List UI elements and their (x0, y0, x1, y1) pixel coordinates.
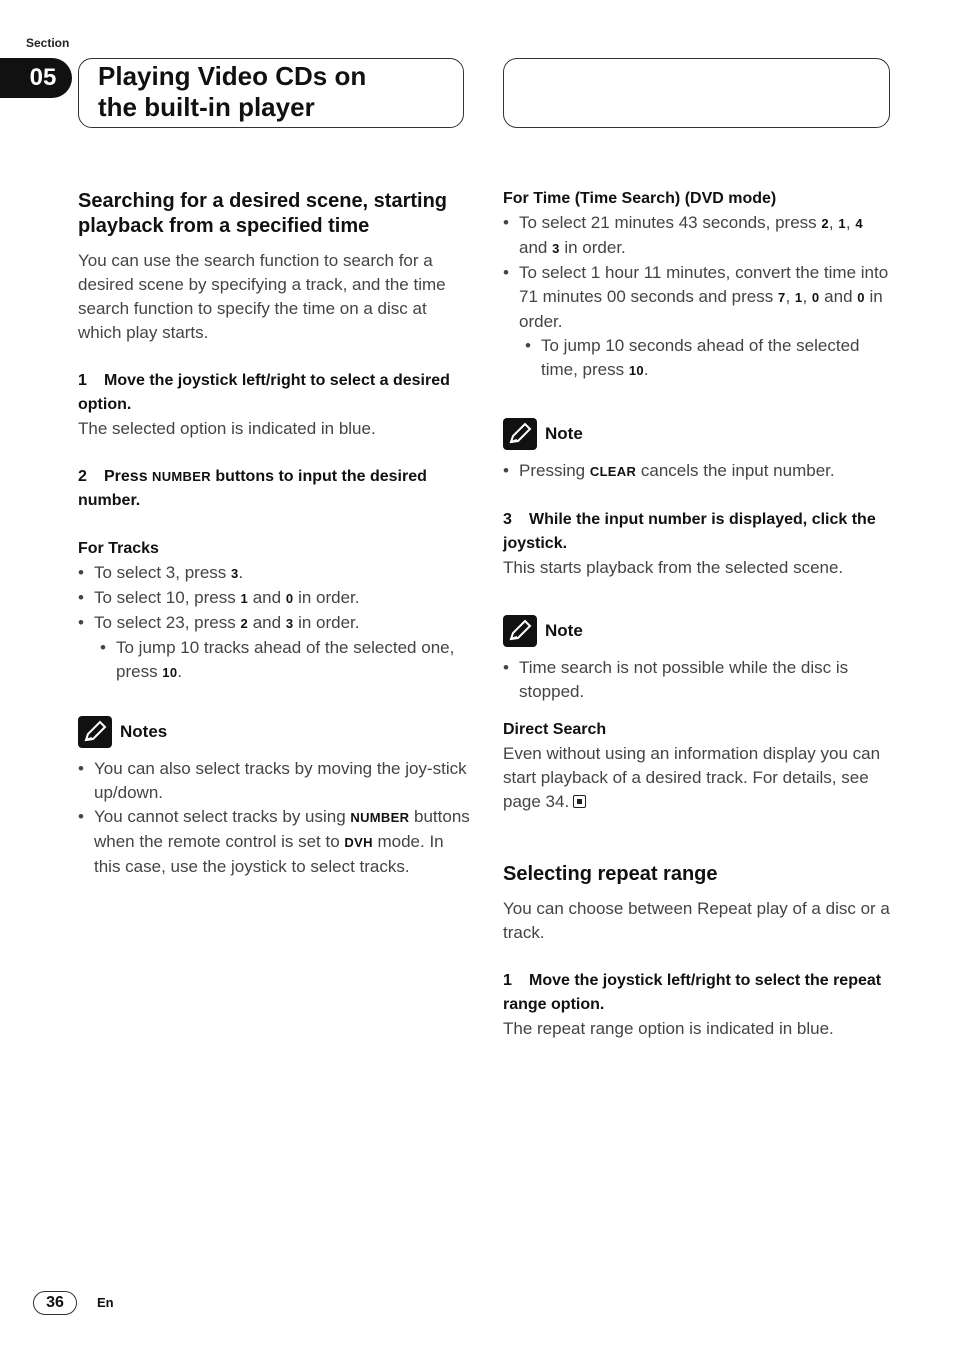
list-item: • To select 10, press 1 and 0 in order. (78, 586, 470, 611)
step-number: 2 (78, 468, 87, 485)
step-2 (78, 465, 470, 513)
right-column (503, 187, 895, 1041)
list-item: • You cannot select tracks by using NUMBER buttons when the remote control is set to DVH mode. In this case, use the joystick to select tracks. (78, 805, 470, 879)
note-title: Note (545, 424, 583, 443)
step-number: 1 (503, 972, 512, 989)
note-title: Note (545, 621, 583, 640)
repeat-step-1 (503, 969, 895, 1017)
repeat-heading: Selecting repeat range (503, 863, 718, 885)
for-time-subheading: For Time (Time Search) (DVD mode) (503, 190, 777, 207)
pencil-note-icon (503, 418, 537, 450)
list-item: • You can also select tracks by moving the joy-stick up/down. (78, 757, 470, 805)
step-1-description: The selected option is indicated in blue. (78, 419, 376, 438)
step-text: Press (104, 468, 153, 485)
note-list (503, 656, 895, 704)
list-item: • Pressing CLEAR cancels the input number. (503, 459, 895, 484)
note-list (503, 459, 895, 484)
list-item: • To select 3, press 3. (78, 561, 470, 586)
search-heading: Searching for a desired scene, starting playback from a specified time (78, 190, 448, 237)
for-tracks-subheading: For Tracks (78, 540, 159, 557)
search-intro: You can use the search function to search for a desired scene by specifying a track, and the time search function to specify the time on a disc at which play starts. (78, 251, 446, 342)
note-header (503, 417, 895, 451)
empty-title-box (503, 58, 890, 128)
section-number-badge: 05 (0, 58, 72, 98)
tracks-list (78, 561, 470, 685)
note-header (503, 614, 895, 648)
notes-header (78, 715, 470, 749)
chapter-title-box (78, 58, 464, 128)
notes-title: Notes (120, 722, 168, 741)
pencil-note-icon (78, 716, 112, 748)
step-text: buttons to input the desired number. (78, 468, 427, 509)
list-item: • To jump 10 seconds ahead of the selected time, press 10. (503, 334, 895, 383)
page-number: 36 (33, 1291, 77, 1315)
time-list (503, 211, 895, 383)
direct-search-subheading: Direct Search (503, 721, 607, 738)
step-number: 1 (78, 372, 87, 389)
chapter-title-line1: Playing Video CDs on (98, 61, 367, 91)
left-column (78, 189, 470, 879)
step-text: Move the joystick left/right to select the repeat range option. (503, 972, 882, 1013)
section-label: Section (26, 36, 70, 50)
list-item: • To jump 10 tracks ahead of the selected one, press 10. (78, 636, 470, 685)
pencil-note-icon (503, 615, 537, 647)
end-of-section-icon (573, 795, 586, 808)
notes-list (78, 757, 470, 879)
step-1 (78, 369, 470, 417)
list-item: • To select 1 hour 11 minutes, convert the time into 71 minutes 00 seconds and press 7, 1, 0 and 0 in order. (503, 261, 895, 334)
step-number: 3 (503, 511, 512, 528)
direct-search-text: Even without using an information display you can start playback of a desired track. For details, see page 34. (503, 744, 881, 811)
key-label: NUMBER (152, 469, 211, 484)
step-3 (503, 508, 895, 556)
list-item: • Time search is not possible while the disc is stopped. (503, 656, 895, 704)
step-text: While the input number is displayed, click the joystick. (503, 511, 876, 552)
language-label: En (97, 1295, 114, 1310)
step-3-description: This starts playback from the selected scene. (503, 558, 844, 577)
list-item: • To select 23, press 2 and 3 in order. (78, 611, 470, 636)
chapter-title-line2: the built-in player (98, 92, 315, 122)
step-text: Move the joystick left/right to select a desired option. (78, 372, 450, 413)
list-item: • To select 21 minutes 43 seconds, press 2, 1, 4 and 3 in order. (503, 211, 895, 261)
repeat-step-1-description: The repeat range option is indicated in blue. (503, 1019, 834, 1038)
repeat-intro: You can choose between Repeat play of a disc or a track. (503, 899, 890, 942)
